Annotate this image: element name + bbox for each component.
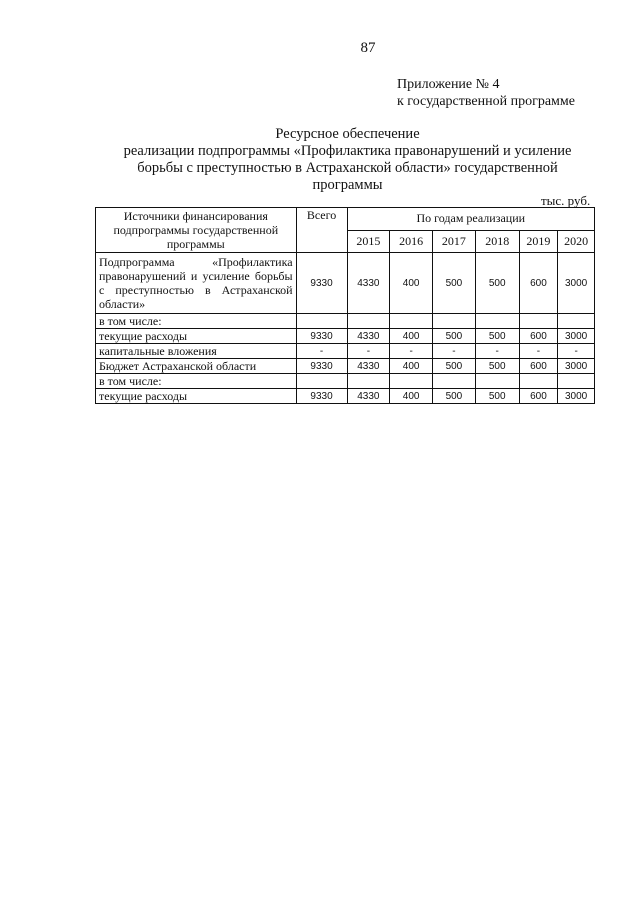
row-year-value [347,374,390,389]
row-year-value: 3000 [558,389,595,404]
row-total: 9330 [296,329,347,344]
row-label: капитальные вложения [96,344,297,359]
row-year-value: - [433,344,476,359]
row-label: Подпрограмма «Профилактика правонарушений и усиление борьбы с преступностью в Астраханской области» [96,253,297,314]
table-header-row [96,208,595,231]
row-year-value [519,314,558,329]
row-year-value: - [347,344,390,359]
page-number: 87 [360,40,376,56]
title-line-1: Ресурсное обеспечение [275,126,420,142]
row-year-value: 3000 [558,253,595,314]
title-line-3: борьбы с преступностью в Астраханской области» государственной [137,160,558,176]
row-total [296,314,347,329]
title-line-4: программы [312,177,383,193]
table-row [96,253,595,314]
row-year-value: 400 [390,253,433,314]
appendix-heading [397,76,575,110]
table-row [96,329,595,344]
row-year-value [433,374,476,389]
table-body [96,253,595,404]
row-year-value [390,374,433,389]
row-label: в том числе: [96,314,297,329]
header-year: 2019 [519,230,558,253]
row-year-value: 4330 [347,359,390,374]
row-year-value: - [475,344,519,359]
row-year-value: 4330 [347,329,390,344]
row-year-value: 500 [475,329,519,344]
row-year-value: 4330 [347,389,390,404]
row-total: - [296,344,347,359]
row-year-value: 400 [390,389,433,404]
header-source: Источники финансирования подпрограммы государственной программы [96,208,297,253]
row-year-value: 500 [433,329,476,344]
header-total: Всего [296,208,347,253]
row-year-value [558,314,595,329]
row-label: текущие расходы [96,389,297,404]
unit-label: тыс. руб. [541,193,591,208]
row-year-value: 500 [475,389,519,404]
row-label: Бюджет Астраханской области [96,359,297,374]
row-year-value [433,314,476,329]
row-year-value: 400 [390,359,433,374]
row-total: 9330 [296,389,347,404]
header-year: 2020 [558,230,595,253]
document-title [100,126,595,194]
header-by-years: По годам реализации [347,208,595,231]
row-year-value [558,374,595,389]
row-total [296,374,347,389]
header-year: 2016 [390,230,433,253]
row-year-value: - [558,344,595,359]
row-year-value: 500 [433,359,476,374]
row-year-value: 600 [519,359,558,374]
title-line-2: реализации подпрограммы «Профилактика правонарушений и усиление [123,143,572,159]
row-year-value: - [390,344,433,359]
table-row [96,359,595,374]
header-year: 2018 [475,230,519,253]
row-year-value: 3000 [558,359,595,374]
row-year-value [347,314,390,329]
row-year-value: 400 [390,329,433,344]
appendix-line-1: Приложение № 4 [397,77,500,92]
row-year-value: 500 [475,253,519,314]
row-year-value: 600 [519,389,558,404]
row-label: в том числе: [96,374,297,389]
row-year-value: 500 [433,253,476,314]
row-year-value: 600 [519,329,558,344]
row-year-value: - [519,344,558,359]
header-year: 2017 [433,230,476,253]
row-year-value [519,374,558,389]
appendix-line-2: к государственной программе [397,94,575,109]
row-year-value: 600 [519,253,558,314]
row-year-value [475,314,519,329]
row-year-value [475,374,519,389]
row-year-value: 3000 [558,329,595,344]
table-row [96,374,595,389]
row-year-value: 500 [475,359,519,374]
table-row [96,314,595,329]
table-row [96,344,595,359]
row-total: 9330 [296,359,347,374]
row-total: 9330 [296,253,347,314]
row-label: текущие расходы [96,329,297,344]
row-year-value: 4330 [347,253,390,314]
header-year: 2015 [347,230,390,253]
resource-table [95,207,595,404]
row-year-value: 500 [433,389,476,404]
row-year-value [390,314,433,329]
table-row [96,389,595,404]
